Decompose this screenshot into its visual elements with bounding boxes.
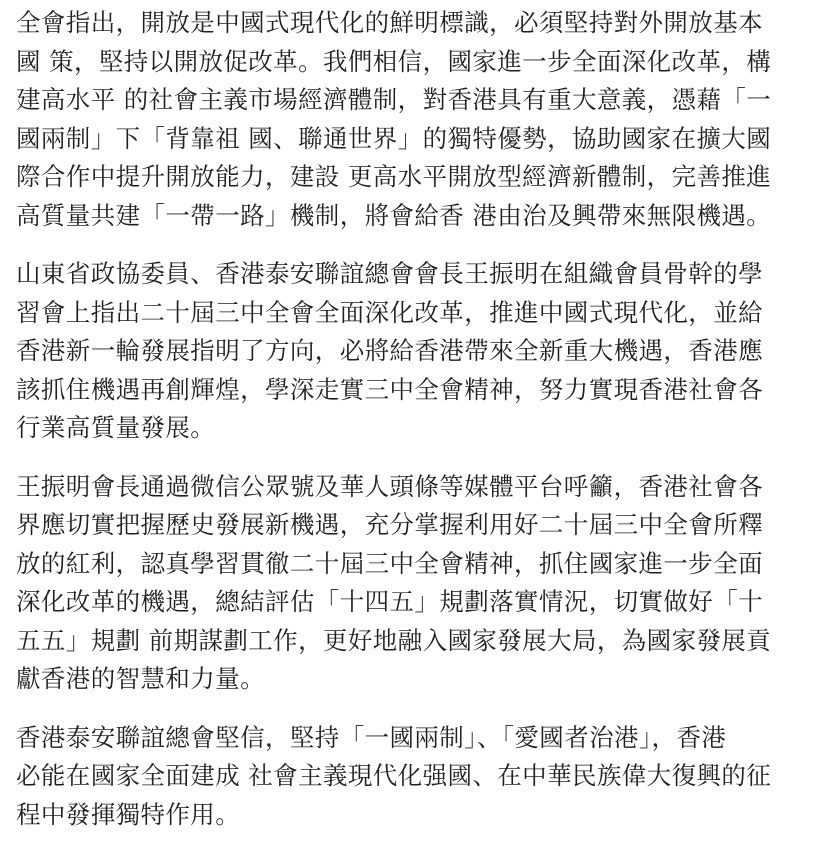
text-line: 五五」規劃 前期謀劃工作，更好地融入國家發展大局，為國家發展貢 bbox=[16, 625, 772, 655]
text-line: 放的紅利，認真學習貫徹二十屆三中全會精神，抓住國家進一步全面 bbox=[16, 548, 763, 578]
text-line: 國兩制」下「背靠祖 國、聯通世界」的獨特優勢，協助國家在擴大國 bbox=[16, 123, 772, 153]
article-body bbox=[16, 4, 816, 854]
paragraph-3 bbox=[16, 468, 816, 699]
text-line: 獻香港的智慧和力量。 bbox=[16, 664, 265, 693]
text-line: 行業高質量發展。 bbox=[16, 413, 216, 442]
text-line: 國 策，堅持以開放促改革。我們相信，國家進一步全面深化改革，構 bbox=[16, 46, 772, 76]
text-line: 香港泰安聯誼總會堅信，堅持「一國兩制」、「愛國者治港」，香港 bbox=[16, 722, 727, 752]
text-line: 深化改革的機遇，總結評估「十四五」規劃落實情況，切實做好「十 bbox=[16, 587, 763, 616]
text-line: 程中發揮獨特作用。 bbox=[16, 799, 241, 829]
text-line: 王振明會長通過微信公眾號及華人頭條等媒體平台呼籲，香港社會各 bbox=[16, 471, 763, 501]
text-line: 界應切實把握歷史發展新機遇，充分掌握利用好二十屆三中全會所釋 bbox=[16, 510, 763, 539]
text-line: 該抓住機遇再創輝煌，學深走實三中全會精神，努力實現香港社會各 bbox=[16, 374, 763, 404]
text-line: 高質量共建「一帶一路」機制，將會給香 港由治及興帶來無限機遇。 bbox=[16, 200, 772, 230]
text-line: 習會上指出二十屆三中全會全面深化改革，推進中國式現代化，並給 bbox=[16, 297, 763, 327]
text-line: 際合作中提升開放能力，建設 更高水平開放型經濟新體制，完善推進 bbox=[16, 162, 772, 191]
text-line: 全會指出，開放是中國式現代化的鮮明標識，必須堅持對外開放基本 bbox=[16, 8, 763, 37]
text-line: 必能在國家全面建成 社會主義現代化强國、在中華民族偉大復興的征 bbox=[16, 761, 772, 790]
paragraph-2 bbox=[16, 255, 816, 448]
text-line: 建高水平 的社會主義市場經濟體制，對香港具有重大意義，憑藉「一 bbox=[16, 85, 772, 114]
paragraph-1 bbox=[16, 4, 816, 235]
text-line: 山東省政協委員、香港泰安聯誼總會會長王振明在組織會員骨幹的學 bbox=[16, 259, 763, 288]
paragraph-4 bbox=[16, 719, 816, 835]
text-line: 香港新一輪發展指明了方向，必將給香港帶來全新重大機遇，香港應 bbox=[16, 336, 763, 365]
